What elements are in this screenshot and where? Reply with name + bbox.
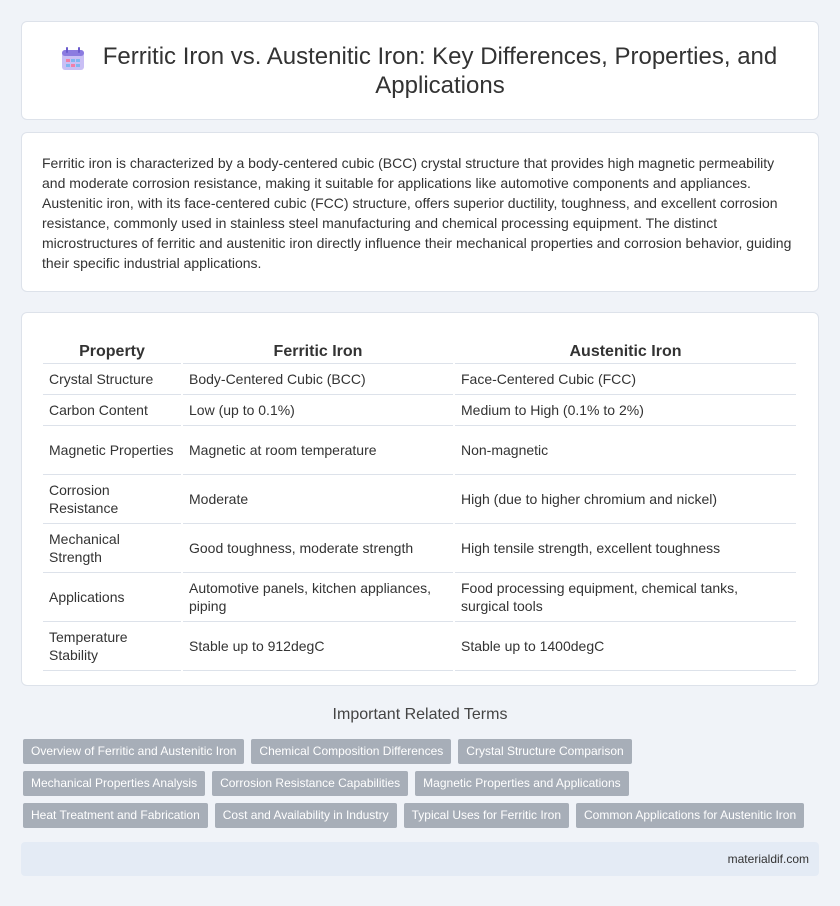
row-ferritic-value: Good toughness, moderate strength [183, 524, 453, 573]
comparison-table-card [21, 312, 819, 686]
row-austenitic-value: Food processing equipment, chemical tanks, surgical tools [455, 573, 796, 622]
header-austenitic: Austenitic Iron [455, 333, 796, 364]
related-tag[interactable]: Chemical Composition Differences [251, 739, 451, 764]
row-ferritic-value: Low (up to 0.1%) [183, 395, 453, 426]
row-austenitic-value: High tensile strength, excellent toughness [455, 524, 796, 573]
related-tags-row [23, 803, 823, 828]
related-tag[interactable]: Common Applications for Austenitic Iron [576, 803, 804, 828]
page-title: Ferritic Iron vs. Austenitic Iron: Key Differences, Properties, and Applications [102, 42, 778, 99]
footer-site-link[interactable]: materialdif.com [727, 852, 809, 866]
row-property: Corrosion Resistance [43, 475, 181, 524]
row-austenitic-value: Medium to High (0.1% to 2%) [455, 395, 796, 426]
related-tag[interactable]: Corrosion Resistance Capabilities [212, 771, 408, 796]
title-card [21, 21, 819, 120]
row-ferritic-value: Automotive panels, kitchen appliances, piping [183, 573, 453, 622]
table-row [43, 524, 796, 573]
row-property: Crystal Structure [43, 364, 181, 395]
table-row [43, 426, 796, 475]
related-tag[interactable]: Crystal Structure Comparison [458, 739, 631, 764]
row-property: Applications [43, 573, 181, 622]
row-austenitic-value: High (due to higher chromium and nickel) [455, 475, 796, 524]
row-ferritic-value: Body-Centered Cubic (BCC) [183, 364, 453, 395]
table-row [43, 622, 796, 671]
related-tag[interactable]: Overview of Ferritic and Austenitic Iron [23, 739, 244, 764]
row-property: Mechanical Strength [43, 524, 181, 573]
related-tag[interactable]: Cost and Availability in Industry [215, 803, 397, 828]
table-row [43, 395, 796, 426]
related-terms-heading: Important Related Terms [332, 706, 508, 723]
row-ferritic-value: Magnetic at room temperature [183, 426, 453, 475]
related-tags-row [23, 771, 823, 796]
related-tag[interactable]: Magnetic Properties and Applications [415, 771, 628, 796]
related-tag[interactable]: Heat Treatment and Fabrication [23, 803, 208, 828]
calendar-grid-icon [60, 46, 86, 72]
row-austenitic-value: Non-magnetic [455, 426, 796, 475]
row-austenitic-value: Face-Centered Cubic (FCC) [455, 364, 796, 395]
row-property: Magnetic Properties [43, 426, 181, 475]
row-ferritic-value: Moderate [183, 475, 453, 524]
related-tags-row [23, 739, 823, 764]
row-austenitic-value: Stable up to 1400degC [455, 622, 796, 671]
header-property: Property [43, 333, 181, 364]
row-ferritic-value: Stable up to 912degC [183, 622, 453, 671]
header-ferritic: Ferritic Iron [183, 333, 453, 364]
table-row [43, 573, 796, 622]
intro-card [21, 132, 819, 292]
related-tag[interactable]: Typical Uses for Ferritic Iron [404, 803, 569, 828]
related-tag[interactable]: Mechanical Properties Analysis [23, 771, 205, 796]
comparison-table [41, 333, 798, 671]
row-property: Carbon Content [43, 395, 181, 426]
table-header-row [43, 333, 796, 364]
table-row [43, 364, 796, 395]
row-property: Temperature Stability [43, 622, 181, 671]
footer [21, 842, 819, 876]
table-row [43, 475, 796, 524]
intro-paragraph: Ferritic iron is characterized by a body-centered cubic (BCC) crystal structure that provides high magnetic permeability and moderate corrosion resistance, making it suitable for applications like automotive components and appliances. Austenitic iron, with its face-centered cubic (FCC) structure, offers superior ductility, toughness, and excellent corrosion resistance, commonly used in stainless steel manufacturing and chemical processing equipment. The distinct microstructures of ferritic and austenitic iron directly influence their mechanical properties and corrosion behavior, guiding their specific industrial applications. [42, 155, 792, 271]
